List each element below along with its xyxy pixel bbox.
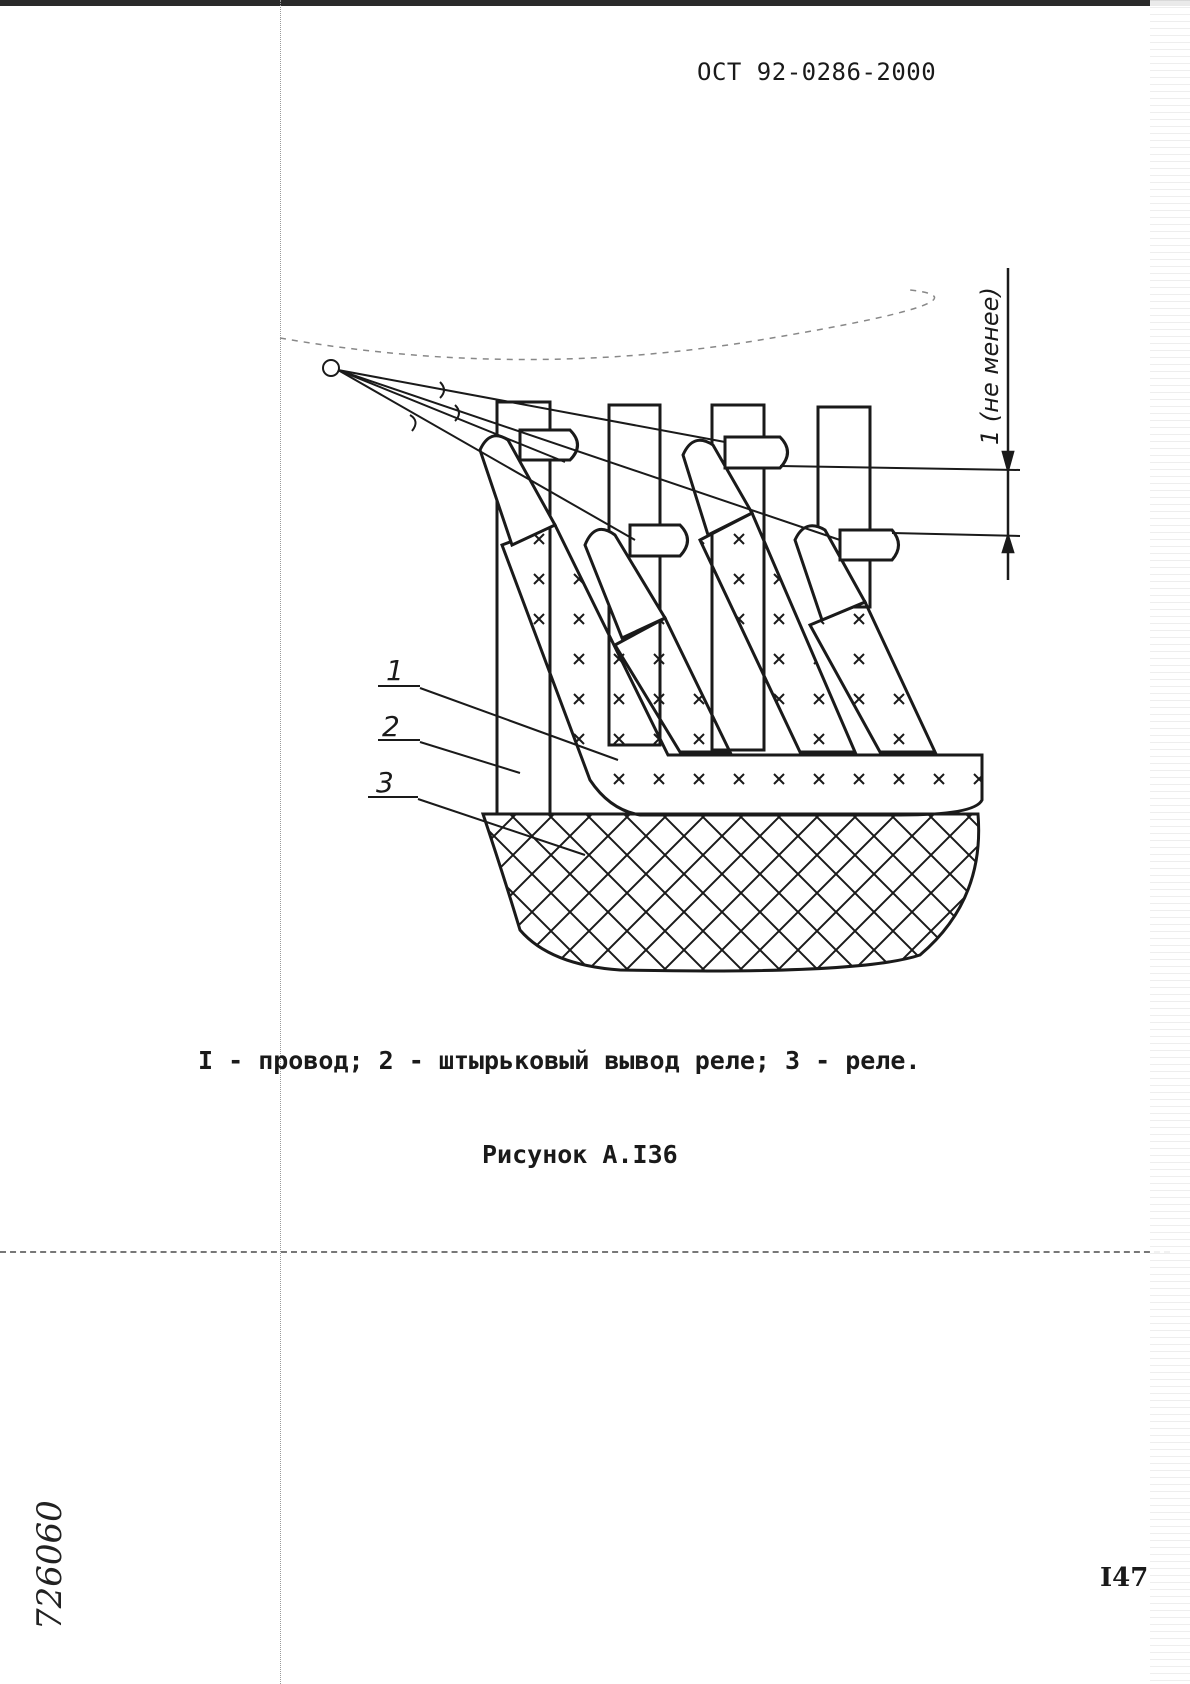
faint-arc: [280, 290, 935, 360]
page-number: I47: [1100, 1563, 1149, 1593]
sight-lines: [323, 360, 1020, 540]
dimension-label: 1 (не менее): [976, 287, 1004, 445]
document-code: ОСТ 92-0286-2000: [697, 58, 937, 86]
wire-bundle: [502, 513, 982, 815]
solder-tip: [630, 525, 688, 556]
callout-1: 1: [386, 654, 404, 687]
eye-point: [323, 360, 339, 376]
dimension-line: [1003, 268, 1013, 580]
figure-caption: I - провод; 2 - штырьковый вывод реле; 3 - реле.: [198, 1046, 921, 1075]
callout-3: 3: [376, 766, 394, 799]
callout-2: 2: [382, 710, 400, 743]
solder-tip: [725, 437, 788, 468]
relay-body: [483, 814, 979, 971]
figure-title: Рисунок А.I36: [482, 1140, 678, 1169]
inventory-number: 726060: [30, 1500, 70, 1630]
solder-tip: [840, 530, 899, 560]
